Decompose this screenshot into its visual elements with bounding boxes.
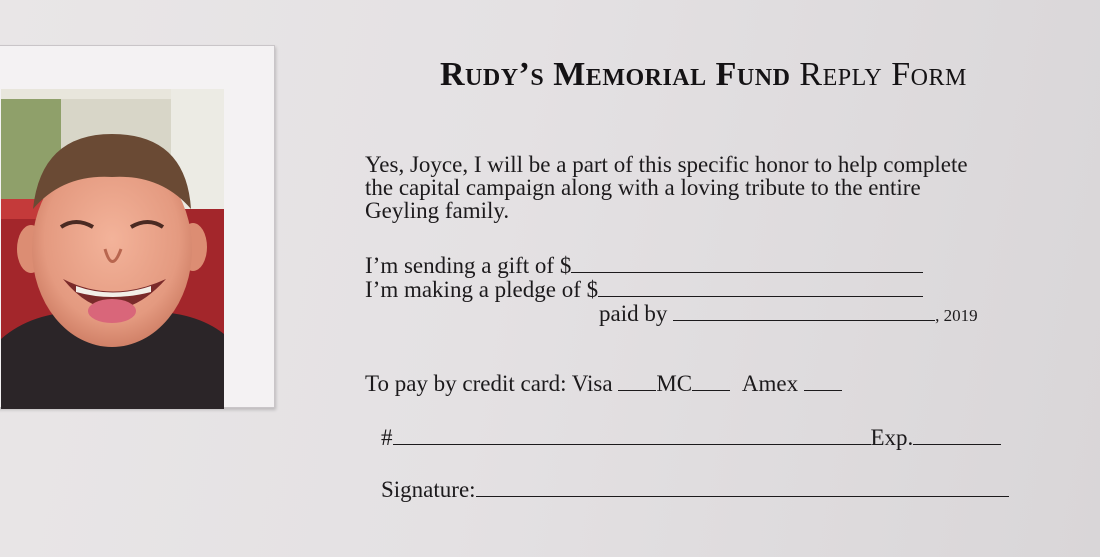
photo-frame — [0, 45, 275, 408]
amex-field[interactable] — [804, 372, 842, 391]
paid-by-row — [599, 302, 978, 327]
gift-label: I’m sending a gift of $ — [365, 253, 572, 278]
intro-line-3: Geyling family. — [365, 198, 510, 223]
credit-card-label: To pay by credit card: Visa — [365, 371, 613, 396]
paid-by-label: paid by — [599, 301, 668, 326]
mc-label: MC — [656, 371, 693, 396]
amex-label: Amex — [741, 371, 799, 396]
gift-row — [365, 254, 923, 277]
credit-card-row — [365, 372, 842, 395]
year-suffix: , 2019 — [935, 306, 978, 325]
signature-field[interactable] — [476, 478, 1009, 497]
intro-line-2: the capital campaign along with a loving tribute to the entire — [365, 175, 921, 200]
card-number-label: # — [381, 425, 393, 450]
exp-label: Exp. — [870, 425, 914, 450]
card-number-row — [381, 426, 1001, 449]
mc-field[interactable] — [692, 372, 730, 391]
pledge-amount-field[interactable] — [598, 278, 923, 297]
form-title — [440, 56, 967, 94]
paid-by-date-field[interactable] — [673, 302, 935, 321]
boy-photo — [1, 89, 224, 409]
intro-line-1: Yes, Joyce, I will be a part of this specific honor to help complete — [365, 152, 968, 177]
pledge-label: I’m making a pledge of $ — [365, 277, 599, 302]
gift-amount-field[interactable] — [571, 254, 923, 273]
title-reply-form: Reply Form — [799, 56, 967, 93]
title-fund-name: Rudy’s Memorial Fund — [440, 56, 791, 93]
signature-row — [381, 478, 1009, 501]
pledge-row — [365, 278, 923, 301]
signature-label: Signature: — [381, 477, 476, 502]
exp-field[interactable] — [913, 426, 1001, 445]
visa-field[interactable] — [618, 372, 656, 391]
card-number-field[interactable] — [393, 426, 871, 445]
